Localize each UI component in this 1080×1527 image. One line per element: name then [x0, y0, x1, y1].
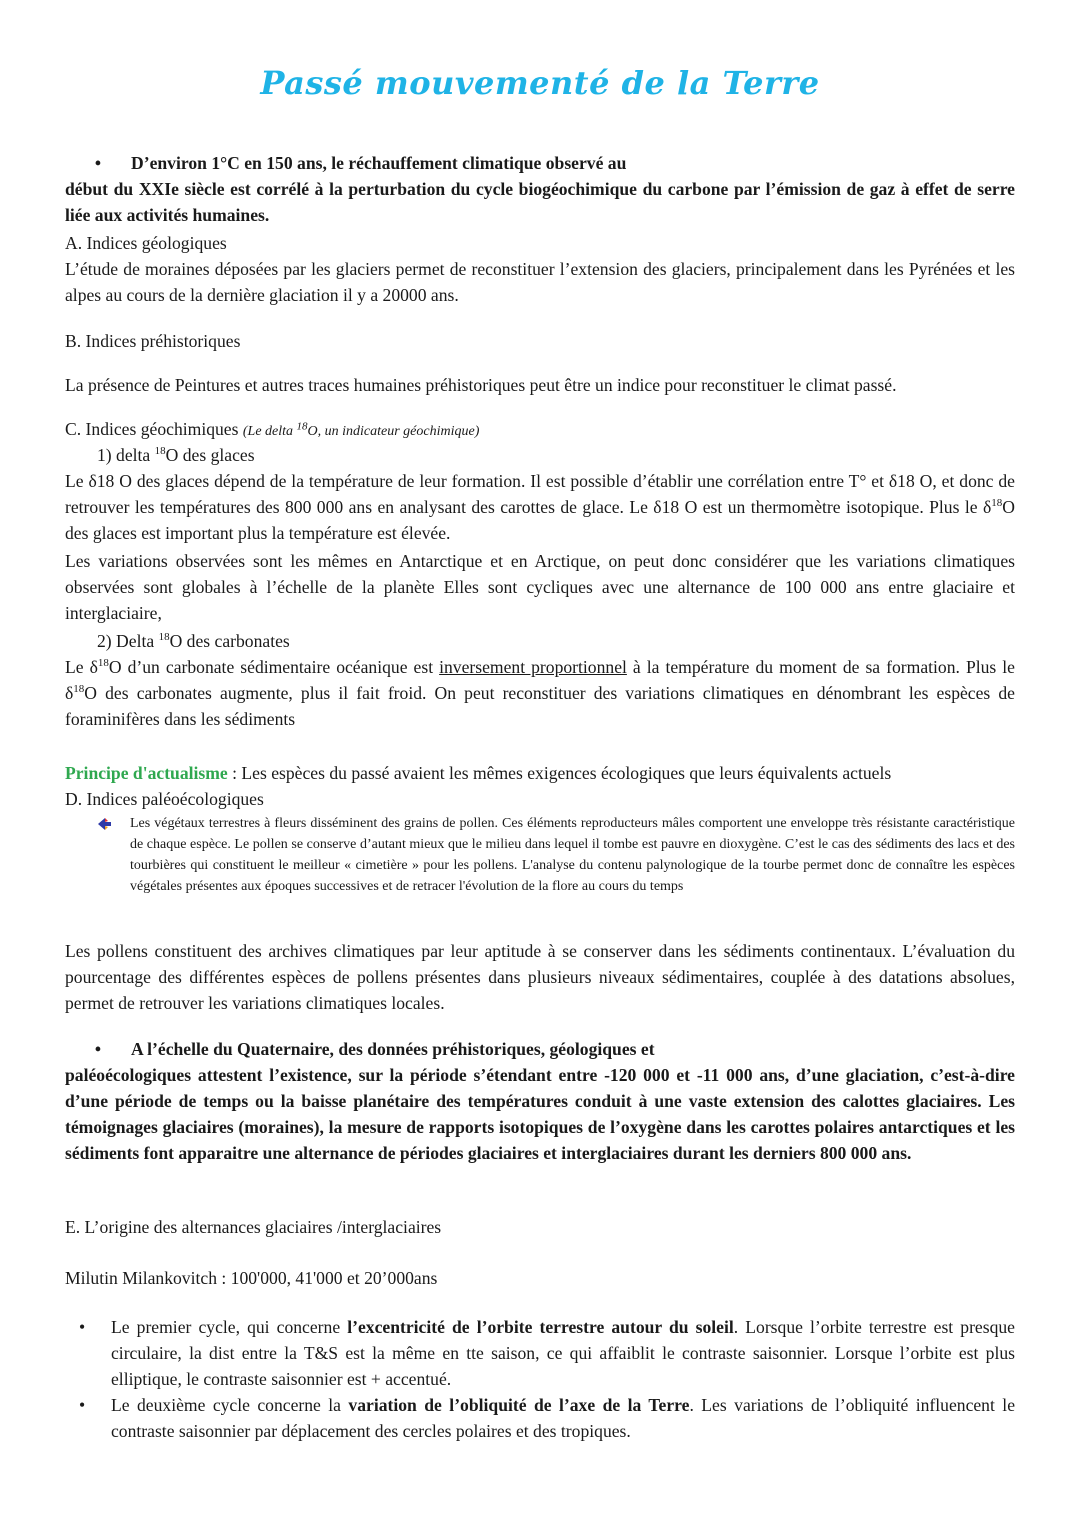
principle-text: : Les espèces du passé avaient les mêmes exigences écologiques que leurs équivalents actuels — [227, 763, 892, 783]
bullet-icon: • — [94, 1039, 102, 1059]
section-c-p1: Le δ18 O des glaces dépend de la température de leur formation. Il est possible d’établir une corrélation entre T° et δ18 O, et donc de retrouver les températures des 800 000 ans en analysant des carottes de glace. Le δ18 O est un thermomètre isotopique. Plus le $\delta^{18}O$ des glaces est important plus la température est élevée. — [65, 471, 1015, 543]
section-a-heading: A. Indices géologiques — [65, 233, 227, 253]
intro-rest: début du XXIe siècle est corrélé à la perturbation du cycle biogéochimique du carbone par l’émission de gaz à effet de serre liée aux activités humaines. — [65, 179, 1015, 225]
section-c-p3: Le $\delta^{18}O$ d’un carbonate sédimentaire océanique est inversement proportionnel à la température du moment de sa formation. Plus le $\delta^{18}O$ des carbonates augmente, plus il fait froid. On peut reconstituer des variations climatiques en dénombrant les espèces de foraminifères dans les sédiments — [65, 657, 1015, 729]
section-a-text: L’étude de moraines déposées par les glaciers permet de reconstituer l’extension des glaciers, principalement dans les Pyrénées et les alpes au cours de la dernière glaciation il y a 20000 ans. — [65, 259, 1015, 305]
section-c-title: C. Indices géochimiques — [65, 419, 239, 439]
milankovitch-bullets — [65, 1314, 1015, 1444]
section-d-small-text: Les végétaux terrestres à fleurs disséminent des grains de pollen. Ces éléments reproducteurs mâles comportent une enveloppe très résistante caractéristique de chaque espèce. Le pollen se conserve d’autant mieux que le milieu dans lequel il tombe est pauvre en dioxygène. C’est le cas des sédiments des lacs et des tourbières qui constituent le meilleur « cimetière » pour les pollens. L'analyse du contenu palynologique de la tourbe permet donc de connaître les espèces végétales présentes aux époques successives et de retracer l'évolution de la flore au cours du temps — [130, 816, 1015, 894]
arrow-bullet-icon — [96, 816, 112, 832]
section-c-p2: Les variations observées sont les mêmes en Antarctique et en Arctique, on peut donc considérer que les variations climatiques observées sont globales à l’échelle de la planète Elles sont cycliques avec une alternance de 100 000 ans entre glaciaire et interglaciaire, — [65, 551, 1015, 623]
section-e-heading: E. L’origine des alternances glaciaires /interglaciaires — [65, 1217, 442, 1237]
section-d-heading: D. Indices paléoécologiques — [65, 789, 264, 809]
section-b-text: La présence de Peintures et autres traces humaines préhistoriques peut être un indice pour reconstituer le climat passé. — [65, 375, 897, 395]
principle-label: Principe d'actualisme — [65, 763, 228, 783]
quaternary-line1: A l’échelle du Quaternaire, des données préhistoriques, géologiques et — [131, 1039, 655, 1059]
section-c-sub1: 1) delta $^{18}$O des glaces — [97, 445, 255, 465]
section-d-text: Les pollens constituent des archives climatiques par leur aptitude à se conserver dans les sédiments continentaux. L’évaluation du pourcentage des différentes espèces de pollens présentes dans plusieurs niveaux sédimentaires, couplée à des datations absolues, permet de retrouver les variations climatiques locales. — [65, 941, 1015, 1013]
bullet-icon: • — [94, 153, 102, 173]
intro-paragraph — [65, 150, 1015, 228]
section-c-heading — [65, 416, 1015, 445]
page-title: Passé mouvementé de la Terre — [260, 64, 820, 102]
principle-actualism — [65, 760, 1015, 786]
list-item: • Le premier cycle, qui concerne l’excentricité de l’orbite terrestre autour du soleil. Lorsque l’orbite terrestre est presque circulaire, la dist entre la T&S est la même en tte saison, ce qui affaiblit le contraste saisonnier. Lorsque l’orbite est plus elliptique, le contraste saisonnier est + accentué. — [65, 1314, 1015, 1392]
section-b-heading: B. Indices préhistoriques — [65, 331, 241, 351]
section-c-note: (Le delta $^{18}$O, un indicateur géochimique) — [242, 420, 480, 439]
quaternary-paragraph — [65, 1036, 1015, 1166]
list-item: • Le deuxième cycle concerne la variation de l’obliquité de l’axe de la Terre. Les variations de l’obliquité influencent le contraste saisonnier par déplacement des cercles polaires et des tropiques. — [65, 1392, 1015, 1444]
section-c-sub2: 2) Delta $^{18}$O des carbonates — [97, 631, 290, 651]
inversely-proportional-text: inversement proportionnel — [439, 657, 627, 677]
quaternary-rest: paléoécologiques attestent l’existence, sur la période s’étendant entre -120 000 et -11 000 ans, d’une glaciation, c’est-à-dire d’une période de temps ou la baisse planétaire des températures conduit à une vaste extension des calottes glaciaires. Les témoignages glaciaires (moraines), la mesure de rapports isotopiques de l’oxygène dans les carottes polaires antarctiques et les sédiments font apparaitre une alternance de périodes glaciaires et interglaciaires durant les derniers 800 000 ans. — [65, 1065, 1015, 1163]
milankovitch-cycles: Milutin Milankovitch : 100'000, 41'000 et 20’000ans — [65, 1268, 438, 1288]
intro-line1: D’environ 1°C en 150 ans, le réchauffement climatique observé au — [131, 153, 627, 173]
